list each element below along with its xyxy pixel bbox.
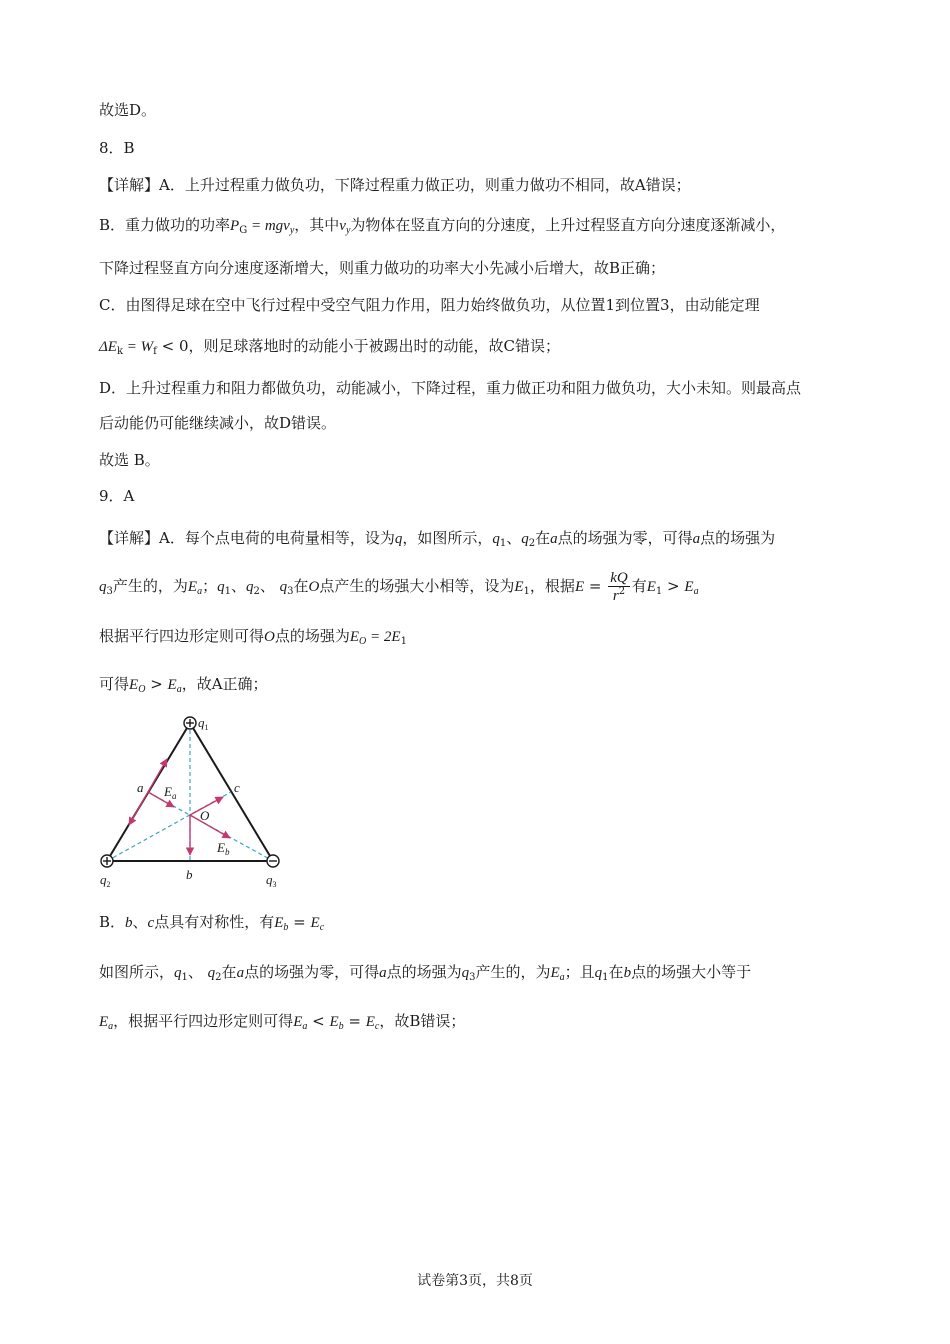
line-8d-cont: 后动能仍可能继续减小，故D错误。	[99, 414, 337, 432]
line-8d: D．上升过程重力和阻力都做负功，动能减小，下降过程，重力做正功和阻力做负功，大小未知。则最高点	[99, 379, 802, 397]
line-8a: 【详解】A．上升过程重力做负功，下降过程重力做正功，则重力做功不相同，故A错误；	[99, 176, 691, 194]
label-O: O	[200, 808, 210, 823]
positive-charge-q1-icon	[184, 717, 196, 729]
line-9b-2: 如图所示，$q_1$、 $q_2$在a点的场强为零，可得a点的场强为$q_3$产生的，为$E_a$；且$q_1$在b点的场强大小等于	[99, 963, 752, 983]
line-8c-cont: $\Delta E_k = W_f < 0$，则足球落地时的动能小于被踢出时的动能，故C错误；	[99, 337, 560, 357]
positive-charge-q2-icon	[101, 855, 113, 867]
negative-charge-q3-icon	[267, 855, 279, 867]
label-Eb: $E_b$	[217, 840, 230, 857]
line-conclusion-7: 故选D。	[99, 101, 157, 119]
label-a: a	[137, 780, 144, 795]
page-footer: 试卷第3页，共8页	[417, 1273, 533, 1289]
answer-9: 9．A	[99, 487, 135, 505]
label-Ea: $E_a$	[164, 784, 177, 801]
arrow-Eb	[190, 815, 230, 838]
label-q1: $q_1$	[198, 715, 209, 732]
coulomb-fraction: $\frac{kQ}{r^2}$	[610, 570, 628, 604]
label-c: c	[234, 780, 240, 795]
label-q3: $q_3$	[266, 872, 277, 889]
arrow-a-down	[129, 792, 148, 825]
label-b: b	[186, 867, 193, 882]
line-9a-4: 可得$E_O > E_a$，故A正确；	[99, 675, 268, 695]
line-8b: B．重力做功的功率$P_G = mgv_y$，其中$v_y$为物体在竖直方向的分速度，上升过程竖直方向分速度逐渐减小，	[99, 216, 786, 236]
answer-8: 8．B	[99, 139, 135, 157]
line-9a-3: 根据平行四边形定则可得O点的场强为$E_O = 2E_1$	[99, 627, 407, 647]
label-q2: $q_2$	[100, 872, 111, 889]
line-conclusion-8: 故选 B。	[99, 451, 160, 469]
line-9b: B．b、c点具有对称性，有$E_b = E_c$	[99, 913, 325, 933]
line-9b-3: $E_a$，根据平行四边形定则可得$E_a < E_b = E_c$，故B错误；	[99, 1012, 466, 1032]
charge-triangle-diagram	[96, 712, 296, 892]
line-9a: 【详解】A．每个点电荷的电荷量相等，设为q，如图所示，$q_1$、$q_2$在a点的场强为零，可得a点的场强为	[99, 529, 776, 549]
line-9a-2: $q_3$产生的，为$E_a$；$q_1$、$q_2$、 $q_3$在O点产生的场强大小相等，设为$E_1$，根据E = $\frac{kQ}{r^2}$ 有$E_1 > E_a$	[99, 570, 699, 604]
line-8b-cont: 下降过程竖直方向分速度逐渐增大，则重力做功的功率大小先减小后增大，故B正确；	[99, 259, 666, 277]
line-8c: C．由图得足球在空中飞行过程中受空气阻力作用，阻力始终做负功，从位置1到位置3，由动能定理	[99, 296, 760, 314]
